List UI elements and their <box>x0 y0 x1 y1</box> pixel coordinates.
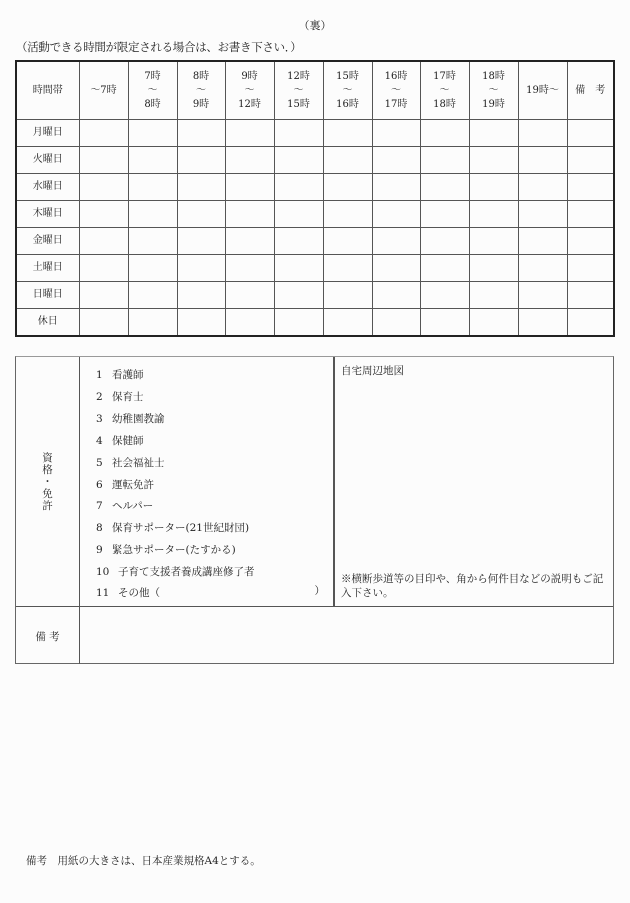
schedule-cell[interactable] <box>128 282 177 309</box>
schedule-cell[interactable] <box>469 201 518 228</box>
schedule-cell[interactable] <box>177 174 225 201</box>
schedule-row <box>16 147 614 174</box>
schedule-cell[interactable] <box>469 282 518 309</box>
header-col-9-12: 9時 ～ 12時 <box>225 61 274 120</box>
qualification-item[interactable]: 1 看護師 <box>96 369 144 381</box>
footer-note: 備考 用紙の大きさは、日本産業規格A4とする。 <box>26 855 261 867</box>
schedule-cell[interactable] <box>128 120 177 147</box>
schedule-row <box>16 282 614 309</box>
schedule-row <box>16 120 614 147</box>
schedule-cell[interactable] <box>567 201 614 228</box>
day-label: 休日 <box>16 309 79 337</box>
schedule-cell[interactable] <box>274 309 323 337</box>
schedule-cell[interactable] <box>372 201 420 228</box>
schedule-cell[interactable] <box>79 255 128 282</box>
schedule-cell[interactable] <box>420 255 469 282</box>
schedule-cell[interactable] <box>518 120 567 147</box>
schedule-cell[interactable] <box>567 120 614 147</box>
schedule-cell[interactable] <box>274 201 323 228</box>
schedule-cell[interactable] <box>469 147 518 174</box>
schedule-cell[interactable] <box>420 201 469 228</box>
home-map-title: 自宅周辺地図 <box>341 365 404 377</box>
schedule-cell[interactable] <box>567 282 614 309</box>
schedule-cell[interactable] <box>128 228 177 255</box>
schedule-cell[interactable] <box>372 147 420 174</box>
schedule-row <box>16 174 614 201</box>
qualifications-label-cell <box>16 357 80 606</box>
schedule-cell[interactable] <box>323 120 372 147</box>
schedule-cell[interactable] <box>128 309 177 337</box>
schedule-cell[interactable] <box>177 228 225 255</box>
qualifications-section <box>15 356 614 664</box>
schedule-cell[interactable] <box>372 120 420 147</box>
day-label: 月曜日 <box>16 120 79 147</box>
schedule-cell[interactable] <box>518 309 567 337</box>
schedule-cell[interactable] <box>420 228 469 255</box>
qualifications-list <box>79 357 335 606</box>
schedule-cell[interactable] <box>128 255 177 282</box>
schedule-cell[interactable] <box>323 282 372 309</box>
header-col-18-19: 18時 ～ 19時 <box>469 61 518 120</box>
schedule-cell[interactable] <box>274 147 323 174</box>
schedule-cell[interactable] <box>323 174 372 201</box>
schedule-cell[interactable] <box>225 147 274 174</box>
qualification-item[interactable]: 7 ヘルパー <box>96 500 154 512</box>
schedule-cell[interactable] <box>79 174 128 201</box>
qualification-item[interactable]: 8 保育サポーター(21世紀財団) <box>96 522 250 534</box>
day-label: 木曜日 <box>16 201 79 228</box>
page-side-label: （裏） <box>298 19 332 32</box>
qualification-item[interactable]: 2 保育士 <box>96 391 144 403</box>
schedule-cell[interactable] <box>323 228 372 255</box>
schedule-cell[interactable] <box>469 174 518 201</box>
header-col-8-9: 8時 ～ 9時 <box>177 61 225 120</box>
schedule-cell[interactable] <box>420 174 469 201</box>
schedule-cell[interactable] <box>225 282 274 309</box>
qualifications-label: 資 格 ・ 免 許 <box>42 452 53 512</box>
schedule-cell[interactable] <box>567 309 614 337</box>
schedule-cell[interactable] <box>79 282 128 309</box>
schedule-cell[interactable] <box>372 309 420 337</box>
schedule-cell[interactable] <box>518 174 567 201</box>
schedule-cell[interactable] <box>79 309 128 337</box>
schedule-cell[interactable] <box>567 174 614 201</box>
schedule-cell[interactable] <box>469 120 518 147</box>
schedule-cell[interactable] <box>518 201 567 228</box>
schedule-cell[interactable] <box>225 309 274 337</box>
remarks-label: 備 考 <box>35 631 60 643</box>
qualification-item[interactable]: 3 幼稚園教諭 <box>96 413 165 425</box>
schedule-cell[interactable] <box>372 228 420 255</box>
qualification-item[interactable]: 4 保健師 <box>96 435 144 447</box>
header-col-15-16: 15時 ～ 16時 <box>323 61 372 120</box>
schedule-cell[interactable] <box>128 174 177 201</box>
schedule-instruction: （活動できる時間が限定される場合は、お書き下さい．） <box>16 40 302 54</box>
qualification-item[interactable]: 9 緊急サポーター(たすかる) <box>96 544 236 556</box>
schedule-cell[interactable] <box>128 147 177 174</box>
schedule-cell[interactable] <box>177 147 225 174</box>
other-close-paren: ） <box>314 585 325 597</box>
header-col-before-7: ～7時 <box>79 61 128 120</box>
qualification-item-other[interactable]: 11 その他（ <box>96 587 160 599</box>
schedule-cell[interactable] <box>225 255 274 282</box>
schedule-cell[interactable] <box>323 255 372 282</box>
schedule-cell[interactable] <box>274 282 323 309</box>
qualification-item[interactable]: 6 運転免許 <box>96 479 154 491</box>
header-time-band: 時間帯 <box>16 61 79 120</box>
remarks-row <box>16 606 613 664</box>
schedule-cell[interactable] <box>469 309 518 337</box>
schedule-row <box>16 228 614 255</box>
schedule-cell[interactable] <box>567 255 614 282</box>
schedule-cell[interactable] <box>225 228 274 255</box>
schedule-cell[interactable] <box>225 174 274 201</box>
schedule-cell[interactable] <box>79 147 128 174</box>
schedule-cell[interactable] <box>177 255 225 282</box>
day-label: 日曜日 <box>16 282 79 309</box>
header-col-17-18: 17時 ～ 18時 <box>420 61 469 120</box>
schedule-cell[interactable] <box>274 120 323 147</box>
schedule-cell[interactable] <box>177 282 225 309</box>
schedule-cell[interactable] <box>79 120 128 147</box>
schedule-cell[interactable] <box>518 282 567 309</box>
header-col-16-17: 16時 ～ 17時 <box>372 61 420 120</box>
schedule-cell[interactable] <box>518 255 567 282</box>
schedule-cell[interactable] <box>225 201 274 228</box>
day-label: 土曜日 <box>16 255 79 282</box>
header-remarks: 備 考 <box>567 61 614 120</box>
schedule-cell[interactable] <box>274 228 323 255</box>
schedule-row <box>16 309 614 337</box>
schedule-cell[interactable] <box>274 255 323 282</box>
schedule-cell[interactable] <box>469 228 518 255</box>
schedule-cell[interactable] <box>79 228 128 255</box>
schedule-cell[interactable] <box>469 255 518 282</box>
schedule-cell[interactable] <box>177 309 225 337</box>
header-col-after-19: 19時～ <box>518 61 567 120</box>
schedule-cell[interactable] <box>420 282 469 309</box>
day-label: 水曜日 <box>16 174 79 201</box>
schedule-cell[interactable] <box>177 120 225 147</box>
availability-schedule-table <box>15 60 615 337</box>
home-map-note: ※横断歩道等の目印や、角から何件目などの説明もご記入下さい。 <box>341 573 604 599</box>
schedule-cell[interactable] <box>420 147 469 174</box>
schedule-cell[interactable] <box>518 228 567 255</box>
schedule-cell[interactable] <box>567 228 614 255</box>
schedule-cell[interactable] <box>420 120 469 147</box>
schedule-cell[interactable] <box>372 282 420 309</box>
schedule-cell[interactable] <box>274 174 323 201</box>
schedule-cell[interactable] <box>323 201 372 228</box>
schedule-cell[interactable] <box>323 147 372 174</box>
header-col-12-15: 12時 ～ 15時 <box>274 61 323 120</box>
schedule-cell[interactable] <box>225 120 274 147</box>
header-col-7-8: 7時 ～ 8時 <box>128 61 177 120</box>
schedule-row <box>16 201 614 228</box>
qualification-item[interactable]: 10 子育て支援者養成講座修了者 <box>96 566 255 578</box>
schedule-cell[interactable] <box>518 147 567 174</box>
schedule-cell[interactable] <box>372 255 420 282</box>
schedule-cell[interactable] <box>128 201 177 228</box>
schedule-header-row <box>16 61 614 120</box>
day-label: 火曜日 <box>16 147 79 174</box>
schedule-cell[interactable] <box>372 174 420 201</box>
qualification-item[interactable]: 5 社会福祉士 <box>96 457 165 469</box>
schedule-cell[interactable] <box>567 147 614 174</box>
schedule-row <box>16 255 614 282</box>
schedule-cell[interactable] <box>79 201 128 228</box>
schedule-cell[interactable] <box>323 309 372 337</box>
schedule-cell[interactable] <box>177 201 225 228</box>
remarks-label-cell <box>16 607 80 664</box>
schedule-cell[interactable] <box>420 309 469 337</box>
day-label: 金曜日 <box>16 228 79 255</box>
